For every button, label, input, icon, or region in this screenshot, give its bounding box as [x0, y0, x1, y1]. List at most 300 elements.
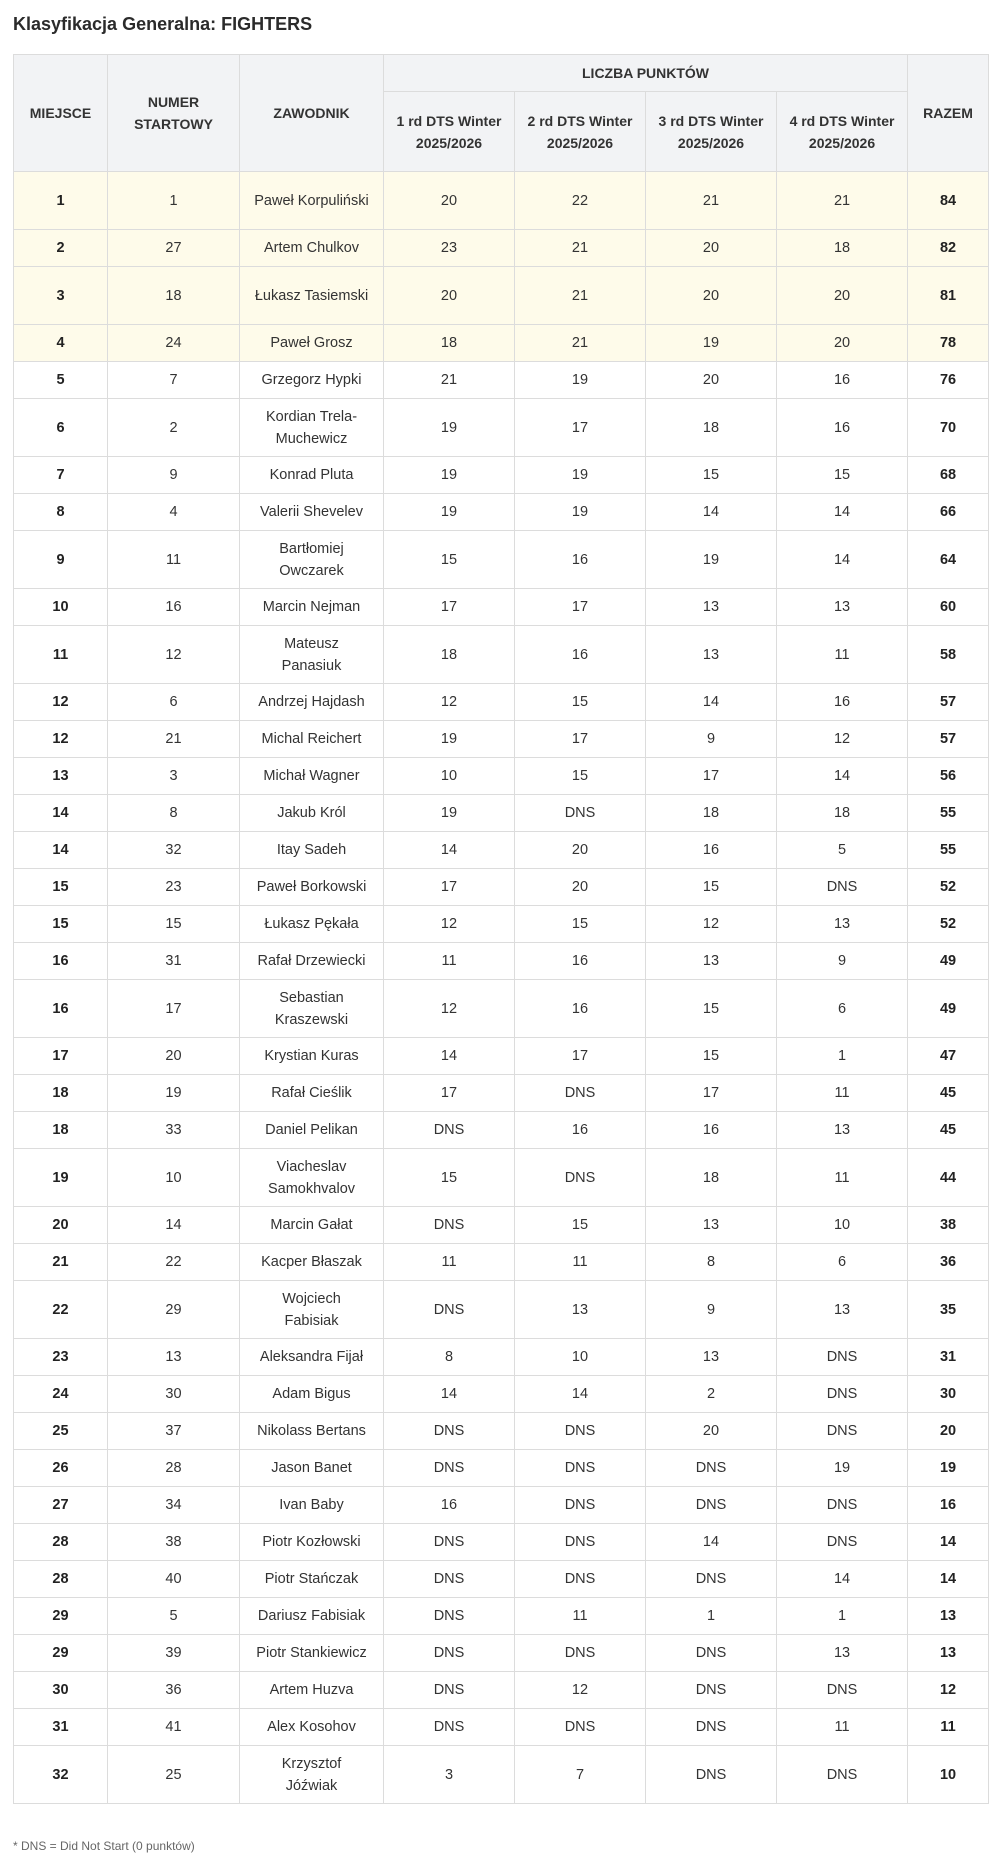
cell-round-2: DNS [515, 1524, 646, 1561]
cell-total: 12 [908, 1672, 989, 1709]
cell-round-4: 1 [777, 1598, 908, 1635]
cell-round-3: 17 [646, 758, 777, 795]
cell-competitor: Piotr Stankiewicz [240, 1635, 384, 1672]
cell-round-2: 16 [515, 531, 646, 589]
table-row [14, 172, 989, 230]
cell-total: 20 [908, 1413, 989, 1450]
cell-round-2: 16 [515, 980, 646, 1038]
cell-round-4: 20 [777, 267, 908, 325]
cell-start-number: 25 [108, 1746, 240, 1804]
cell-start-number: 13 [108, 1339, 240, 1376]
cell-place: 18 [14, 1075, 108, 1112]
cell-start-number: 7 [108, 362, 240, 399]
cell-start-number: 36 [108, 1672, 240, 1709]
cell-round-1: 12 [384, 684, 515, 721]
cell-start-number: 39 [108, 1635, 240, 1672]
cell-competitor: Marcin Nejman [240, 589, 384, 626]
cell-competitor: Aleksandra Fijał [240, 1339, 384, 1376]
table-row [14, 1339, 989, 1376]
cell-round-4: 11 [777, 626, 908, 684]
cell-total: 58 [908, 626, 989, 684]
cell-round-3: DNS [646, 1746, 777, 1804]
header-points-group: LICZBA PUNKTÓW [384, 55, 908, 92]
cell-round-4: 19 [777, 1450, 908, 1487]
cell-competitor: Artem Huzva [240, 1672, 384, 1709]
table-row [14, 721, 989, 758]
table-row [14, 906, 989, 943]
cell-round-4: 18 [777, 795, 908, 832]
cell-competitor: Rafał Cieślik [240, 1075, 384, 1112]
cell-round-4: 13 [777, 906, 908, 943]
cell-total: 68 [908, 457, 989, 494]
cell-competitor: Paweł Grosz [240, 325, 384, 362]
cell-round-4: DNS [777, 1672, 908, 1709]
cell-place: 26 [14, 1450, 108, 1487]
cell-round-4: 13 [777, 589, 908, 626]
cell-round-4: 12 [777, 721, 908, 758]
table-row [14, 943, 989, 980]
cell-total: 31 [908, 1339, 989, 1376]
cell-start-number: 34 [108, 1487, 240, 1524]
cell-round-3: 18 [646, 1149, 777, 1207]
cell-total: 81 [908, 267, 989, 325]
table-row [14, 980, 989, 1038]
cell-round-3: 20 [646, 362, 777, 399]
cell-round-3: 14 [646, 1524, 777, 1561]
header-competitor: ZAWODNIK [240, 55, 384, 172]
cell-round-1: 14 [384, 1376, 515, 1413]
cell-round-1: 20 [384, 172, 515, 230]
cell-place: 13 [14, 758, 108, 795]
cell-round-1: DNS [384, 1112, 515, 1149]
cell-round-4: 10 [777, 1207, 908, 1244]
header-round-1: 1 rd DTS Winter 2025/2026 [384, 92, 515, 172]
cell-total: 45 [908, 1075, 989, 1112]
cell-round-2: 21 [515, 230, 646, 267]
cell-round-2: 17 [515, 1038, 646, 1075]
cell-competitor: Krzysztof Jóźwiak [240, 1746, 384, 1804]
cell-start-number: 17 [108, 980, 240, 1038]
cell-round-2: DNS [515, 1709, 646, 1746]
cell-round-1: DNS [384, 1207, 515, 1244]
cell-round-4: DNS [777, 1376, 908, 1413]
cell-start-number: 16 [108, 589, 240, 626]
cell-round-2: 22 [515, 172, 646, 230]
cell-round-3: 12 [646, 906, 777, 943]
cell-round-1: 3 [384, 1746, 515, 1804]
cell-round-4: 18 [777, 230, 908, 267]
cell-round-4: 13 [777, 1635, 908, 1672]
cell-round-4: 14 [777, 494, 908, 531]
cell-round-1: DNS [384, 1598, 515, 1635]
cell-round-3: 2 [646, 1376, 777, 1413]
cell-round-1: 16 [384, 1487, 515, 1524]
cell-start-number: 23 [108, 869, 240, 906]
cell-round-1: DNS [384, 1672, 515, 1709]
cell-competitor: Valerii Shevelev [240, 494, 384, 531]
cell-round-1: DNS [384, 1413, 515, 1450]
cell-place: 28 [14, 1524, 108, 1561]
cell-round-1: 14 [384, 832, 515, 869]
table-row [14, 230, 989, 267]
cell-place: 23 [14, 1339, 108, 1376]
cell-round-3: 16 [646, 832, 777, 869]
cell-competitor: Wojciech Fabisiak [240, 1281, 384, 1339]
cell-round-3: 15 [646, 1038, 777, 1075]
cell-start-number: 20 [108, 1038, 240, 1075]
cell-competitor: Grzegorz Hypki [240, 362, 384, 399]
cell-round-1: 11 [384, 1244, 515, 1281]
cell-round-2: 15 [515, 758, 646, 795]
table-row [14, 1709, 989, 1746]
cell-place: 2 [14, 230, 108, 267]
cell-round-3: DNS [646, 1672, 777, 1709]
cell-total: 14 [908, 1561, 989, 1598]
cell-place: 31 [14, 1709, 108, 1746]
cell-round-4: 21 [777, 172, 908, 230]
cell-start-number: 4 [108, 494, 240, 531]
table-row [14, 1149, 989, 1207]
cell-place: 29 [14, 1635, 108, 1672]
cell-round-4: 16 [777, 362, 908, 399]
results-table [13, 54, 989, 1804]
cell-round-2: 15 [515, 684, 646, 721]
cell-total: 78 [908, 325, 989, 362]
cell-round-3: 13 [646, 626, 777, 684]
table-row [14, 1524, 989, 1561]
header-round-2: 2 rd DTS Winter 2025/2026 [515, 92, 646, 172]
cell-round-2: 16 [515, 943, 646, 980]
cell-start-number: 21 [108, 721, 240, 758]
cell-competitor: Łukasz Pękała [240, 906, 384, 943]
cell-round-4: 13 [777, 1281, 908, 1339]
cell-round-3: 16 [646, 1112, 777, 1149]
cell-competitor: Łukasz Tasiemski [240, 267, 384, 325]
cell-round-1: 11 [384, 943, 515, 980]
cell-competitor: Piotr Stańczak [240, 1561, 384, 1598]
cell-round-4: 14 [777, 531, 908, 589]
cell-place: 12 [14, 721, 108, 758]
cell-place: 14 [14, 832, 108, 869]
cell-start-number: 6 [108, 684, 240, 721]
cell-round-4: DNS [777, 1487, 908, 1524]
cell-total: 19 [908, 1450, 989, 1487]
cell-competitor: Ivan Baby [240, 1487, 384, 1524]
cell-start-number: 40 [108, 1561, 240, 1598]
cell-round-2: DNS [515, 1413, 646, 1450]
cell-start-number: 22 [108, 1244, 240, 1281]
cell-round-1: 20 [384, 267, 515, 325]
cell-place: 15 [14, 906, 108, 943]
header-round-3: 3 rd DTS Winter 2025/2026 [646, 92, 777, 172]
cell-total: 47 [908, 1038, 989, 1075]
cell-place: 21 [14, 1244, 108, 1281]
cell-total: 52 [908, 869, 989, 906]
cell-round-2: 17 [515, 721, 646, 758]
cell-place: 10 [14, 589, 108, 626]
cell-round-2: DNS [515, 1450, 646, 1487]
page-title: Klasyfikacja Generalna: FIGHTERS [13, 14, 313, 34]
cell-round-3: 15 [646, 869, 777, 906]
cell-total: 14 [908, 1524, 989, 1561]
cell-total: 16 [908, 1487, 989, 1524]
cell-round-4: 6 [777, 1244, 908, 1281]
cell-round-3: 9 [646, 1281, 777, 1339]
table-row [14, 531, 989, 589]
cell-start-number: 28 [108, 1450, 240, 1487]
cell-start-number: 31 [108, 943, 240, 980]
cell-round-3: 13 [646, 1207, 777, 1244]
cell-round-3: 20 [646, 230, 777, 267]
cell-round-1: 18 [384, 325, 515, 362]
header-place: MIEJSCE [14, 55, 108, 172]
cell-place: 4 [14, 325, 108, 362]
cell-round-3: 19 [646, 325, 777, 362]
cell-competitor: Paweł Borkowski [240, 869, 384, 906]
cell-round-2: 19 [515, 494, 646, 531]
cell-round-3: DNS [646, 1709, 777, 1746]
cell-place: 17 [14, 1038, 108, 1075]
table-row [14, 494, 989, 531]
cell-round-1: 18 [384, 626, 515, 684]
cell-round-2: 21 [515, 325, 646, 362]
cell-total: 55 [908, 832, 989, 869]
cell-start-number: 14 [108, 1207, 240, 1244]
cell-round-3: 20 [646, 1413, 777, 1450]
cell-competitor: Michal Reichert [240, 721, 384, 758]
cell-start-number: 12 [108, 626, 240, 684]
cell-round-2: 15 [515, 1207, 646, 1244]
cell-start-number: 11 [108, 531, 240, 589]
cell-competitor: Kacper Błaszak [240, 1244, 384, 1281]
cell-round-3: 15 [646, 980, 777, 1038]
cell-round-2: 13 [515, 1281, 646, 1339]
cell-total: 10 [908, 1746, 989, 1804]
cell-round-3: 19 [646, 531, 777, 589]
cell-round-3: DNS [646, 1561, 777, 1598]
cell-round-2: DNS [515, 1561, 646, 1598]
cell-start-number: 8 [108, 795, 240, 832]
cell-competitor: Viacheslav Samokhvalov [240, 1149, 384, 1207]
cell-competitor: Marcin Gałat [240, 1207, 384, 1244]
table-row [14, 1635, 989, 1672]
cell-round-3: DNS [646, 1487, 777, 1524]
cell-round-2: 17 [515, 589, 646, 626]
table-row [14, 626, 989, 684]
cell-total: 11 [908, 1709, 989, 1746]
cell-total: 57 [908, 721, 989, 758]
cell-round-4: 16 [777, 399, 908, 457]
cell-round-2: DNS [515, 1075, 646, 1112]
cell-round-2: 16 [515, 626, 646, 684]
table-row [14, 1450, 989, 1487]
cell-competitor: Bartłomiej Owczarek [240, 531, 384, 589]
cell-start-number: 41 [108, 1709, 240, 1746]
table-row [14, 758, 989, 795]
cell-competitor: Konrad Pluta [240, 457, 384, 494]
cell-place: 16 [14, 980, 108, 1038]
table-row [14, 869, 989, 906]
table-row [14, 1561, 989, 1598]
cell-round-3: 18 [646, 795, 777, 832]
cell-competitor: Mateusz Panasiuk [240, 626, 384, 684]
cell-round-1: 19 [384, 721, 515, 758]
cell-start-number: 9 [108, 457, 240, 494]
cell-total: 82 [908, 230, 989, 267]
cell-competitor: Krystian Kuras [240, 1038, 384, 1075]
cell-start-number: 3 [108, 758, 240, 795]
cell-round-1: 15 [384, 531, 515, 589]
cell-place: 25 [14, 1413, 108, 1450]
cell-start-number: 5 [108, 1598, 240, 1635]
table-header [14, 55, 989, 172]
cell-total: 60 [908, 589, 989, 626]
cell-round-1: 23 [384, 230, 515, 267]
header-start-number: NUMER STARTOWY [108, 55, 240, 172]
cell-total: 49 [908, 980, 989, 1038]
cell-total: 84 [908, 172, 989, 230]
cell-round-2: 12 [515, 1672, 646, 1709]
cell-total: 49 [908, 943, 989, 980]
cell-round-2: 7 [515, 1746, 646, 1804]
table-row [14, 267, 989, 325]
cell-round-3: 8 [646, 1244, 777, 1281]
cell-round-3: 14 [646, 494, 777, 531]
cell-round-4: 15 [777, 457, 908, 494]
table-row [14, 684, 989, 721]
table-row [14, 795, 989, 832]
cell-round-1: 17 [384, 869, 515, 906]
cell-round-3: DNS [646, 1450, 777, 1487]
cell-start-number: 15 [108, 906, 240, 943]
header-round-4: 4 rd DTS Winter 2025/2026 [777, 92, 908, 172]
cell-round-1: DNS [384, 1281, 515, 1339]
cell-round-4: DNS [777, 1413, 908, 1450]
cell-total: 13 [908, 1598, 989, 1635]
cell-start-number: 10 [108, 1149, 240, 1207]
table-row [14, 399, 989, 457]
cell-round-4: 14 [777, 758, 908, 795]
table-body [14, 172, 989, 1804]
cell-place: 16 [14, 943, 108, 980]
cell-start-number: 19 [108, 1075, 240, 1112]
table-row [14, 1075, 989, 1112]
cell-round-2: DNS [515, 1487, 646, 1524]
cell-competitor: Andrzej Hajdash [240, 684, 384, 721]
cell-round-2: 15 [515, 906, 646, 943]
table-row [14, 1112, 989, 1149]
cell-round-2: 11 [515, 1244, 646, 1281]
cell-round-4: 14 [777, 1561, 908, 1598]
cell-place: 27 [14, 1487, 108, 1524]
table-row [14, 1413, 989, 1450]
cell-total: 76 [908, 362, 989, 399]
cell-total: 44 [908, 1149, 989, 1207]
cell-round-2: 20 [515, 869, 646, 906]
table-row [14, 1672, 989, 1709]
cell-round-3: 14 [646, 684, 777, 721]
cell-total: 66 [908, 494, 989, 531]
cell-round-4: 11 [777, 1709, 908, 1746]
cell-competitor: Sebastian Kraszewski [240, 980, 384, 1038]
cell-place: 28 [14, 1561, 108, 1598]
cell-round-1: 14 [384, 1038, 515, 1075]
cell-start-number: 30 [108, 1376, 240, 1413]
cell-round-1: 8 [384, 1339, 515, 1376]
header-total: RAZEM [908, 55, 989, 172]
table-row [14, 1376, 989, 1413]
cell-place: 8 [14, 494, 108, 531]
cell-round-2: 14 [515, 1376, 646, 1413]
cell-place: 22 [14, 1281, 108, 1339]
cell-round-2: DNS [515, 795, 646, 832]
cell-round-2: 21 [515, 267, 646, 325]
cell-place: 3 [14, 267, 108, 325]
table-row [14, 457, 989, 494]
cell-round-2: DNS [515, 1149, 646, 1207]
cell-round-3: 18 [646, 399, 777, 457]
cell-round-3: 13 [646, 943, 777, 980]
cell-round-4: 20 [777, 325, 908, 362]
cell-round-3: 15 [646, 457, 777, 494]
cell-competitor: Piotr Kozłowski [240, 1524, 384, 1561]
cell-total: 55 [908, 795, 989, 832]
cell-round-4: 5 [777, 832, 908, 869]
table-row [14, 589, 989, 626]
cell-round-3: 13 [646, 589, 777, 626]
table-row [14, 325, 989, 362]
cell-round-1: 17 [384, 589, 515, 626]
cell-competitor: Rafał Drzewiecki [240, 943, 384, 980]
cell-round-2: 16 [515, 1112, 646, 1149]
cell-total: 35 [908, 1281, 989, 1339]
cell-place: 9 [14, 531, 108, 589]
cell-round-1: 19 [384, 795, 515, 832]
cell-round-1: 17 [384, 1075, 515, 1112]
cell-total: 36 [908, 1244, 989, 1281]
cell-total: 64 [908, 531, 989, 589]
table-row [14, 832, 989, 869]
cell-place: 15 [14, 869, 108, 906]
cell-start-number: 29 [108, 1281, 240, 1339]
cell-round-1: 19 [384, 399, 515, 457]
cell-start-number: 32 [108, 832, 240, 869]
cell-start-number: 33 [108, 1112, 240, 1149]
cell-competitor: Nikolass Bertans [240, 1413, 384, 1450]
cell-competitor: Michał Wagner [240, 758, 384, 795]
cell-place: 7 [14, 457, 108, 494]
cell-round-4: DNS [777, 1339, 908, 1376]
cell-place: 6 [14, 399, 108, 457]
cell-round-1: DNS [384, 1635, 515, 1672]
cell-competitor: Adam Bigus [240, 1376, 384, 1413]
cell-round-4: DNS [777, 1524, 908, 1561]
cell-total: 45 [908, 1112, 989, 1149]
cell-round-1: 19 [384, 494, 515, 531]
cell-place: 18 [14, 1112, 108, 1149]
cell-round-1: DNS [384, 1524, 515, 1561]
footnote: * DNS = Did Not Start (0 punktów) [13, 1839, 195, 1853]
cell-total: 56 [908, 758, 989, 795]
cell-place: 5 [14, 362, 108, 399]
cell-round-2: 20 [515, 832, 646, 869]
table-row [14, 1487, 989, 1524]
cell-place: 29 [14, 1598, 108, 1635]
cell-start-number: 18 [108, 267, 240, 325]
cell-round-2: 19 [515, 457, 646, 494]
cell-total: 30 [908, 1376, 989, 1413]
cell-round-1: DNS [384, 1709, 515, 1746]
